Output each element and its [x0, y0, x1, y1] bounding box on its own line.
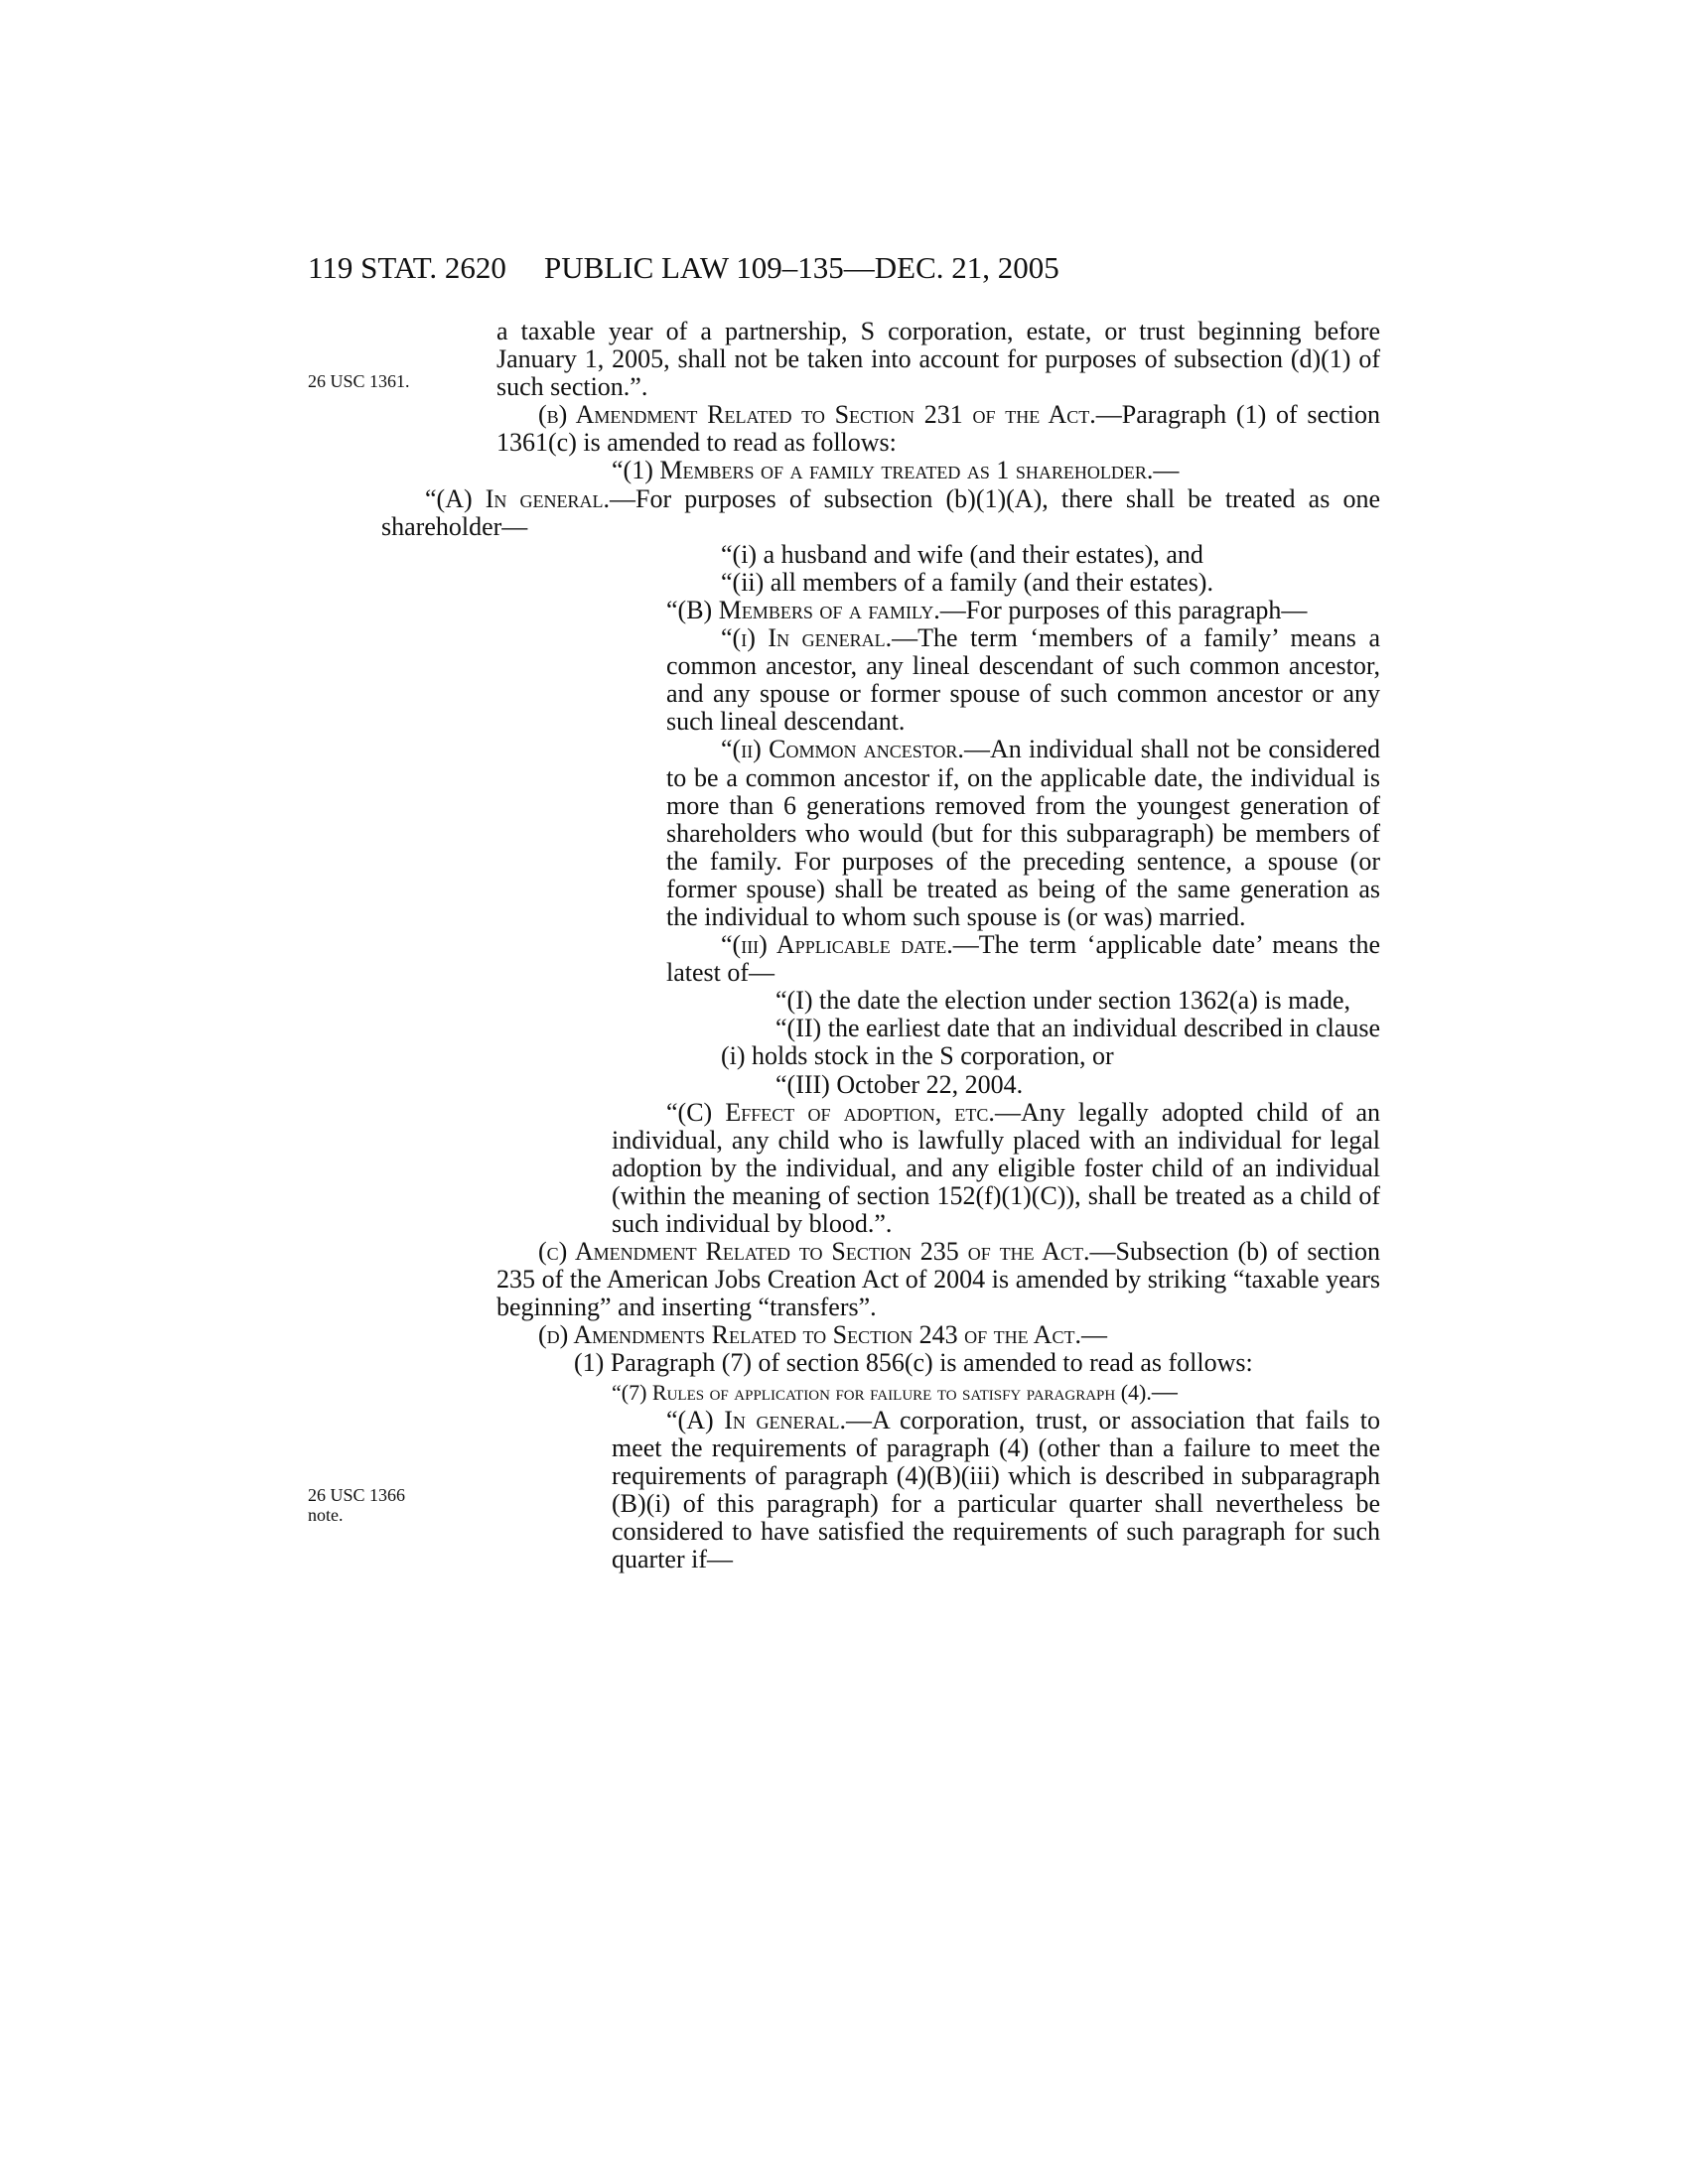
paragraph-d-1: (1) Paragraph (7) of section 856(c) is amended to read as follows: — [574, 1348, 1253, 1378]
subparagraph-A: “(A) In general.—For purposes of subsection (b)(1)(A), there shall be treated as one shareholder— — [381, 483, 1380, 541]
subparagraph-B: “(B) Members of a family.—For purposes of this paragraph— — [666, 595, 1308, 624]
subparagraph-C: “(C) Effect of adoption, etc.—Any legally adopted child of an individual, any child who is lawfully placed with an individual for legal adoption by the individual, and any eligible foster child of an individual (within the meaning of section 152(f)(1)(C)), shall be treated as a child of such individual by blood.”. — [612, 1097, 1380, 1238]
subsection-c: (c) Amendment Related to Section 235 of the Act.—Subsection (b) of section 235 of the American Jobs Creation Act of 2004 is amended by striking “taxable years beginning” and inserting “transfers”. — [496, 1237, 1380, 1322]
subsection-d: (d) Amendments Related to Section 243 of the Act.— — [538, 1320, 1107, 1350]
clause-B-i: “(i) In general.—The term ‘members of a family’ means a common ancestor, any lineal descendant of such common ancestor, and any spouse or former spouse of such common ancestor or any such lineal descendant. — [666, 623, 1380, 737]
paragraph-1-heading: “(1) Members of a family treated as 1 shareholder.— — [612, 456, 1180, 485]
paragraph-7-heading: “(7) Rules of application for failure to satisfy paragraph (4).— — [612, 1376, 1178, 1406]
margin-note-usc-1361: 26 USC 1361. — [308, 371, 410, 391]
margin-note-usc-1366 — [308, 1485, 405, 1525]
clause-A-i: “(i) a husband and wife (and their estates), and — [721, 539, 1203, 569]
clause-A-ii: “(ii) all members of a family (and their estates). — [721, 567, 1213, 597]
subsection-heading: (c) Amendment Related to Section 235 of the Act. — [538, 1237, 1090, 1267]
subclause-I: “(I) the date the election under section 1362(a) is made, — [775, 986, 1350, 1016]
subsection-b: (b) Amendment Related to Section 231 of the Act.—Paragraph (1) of section 1361(c) is amended to read as follows: — [496, 400, 1380, 458]
statute-body — [381, 317, 1381, 1574]
clause-B-ii: “(ii) Common ancestor.—An individual shall not be considered to be a common ancestor if, on the applicable date, the individual is more than 6 generations removed from the youngest generation of shareholders who would (but for this subparagraph) be members of the family. For purposes of the preceding sentence, a spouse (or former spouse) shall be treated as being of the same generation as the individual to whom such spouse is (or was) married. — [666, 735, 1380, 931]
clause-B-iii: “(iii) Applicable date.—The term ‘applicable date’ means the latest of— — [666, 930, 1380, 988]
intro-paragraph: a taxable year of a partnership, S corporation, estate, or trust beginning before January 1, 2005, shall not be taken into account for purposes of subsection (d)(1) of such section.”. — [496, 317, 1380, 402]
subparagraph-7-A: “(A) In general.—A corporation, trust, or association that fails to meet the requirements of paragraph (4) (other than a failure to meet the requirements of paragraph (4)(B)(iii) which is described in subparagraph (B)(i) of this paragraph) for a particular quarter shall nevertheless be considered to have satisfied the requirements of such paragraph for such quarter if— — [612, 1405, 1381, 1574]
subclause-III: “(III) October 22, 2004. — [775, 1069, 1024, 1099]
margin-note-line: note. — [308, 1505, 344, 1525]
subsection-heading: (b) Amendment Related to Section 231 of the Act. — [538, 400, 1096, 430]
running-header-title: PUBLIC LAW 109–135—DEC. 21, 2005 — [544, 250, 1059, 285]
margin-note-line: 26 USC 1366 — [308, 1485, 406, 1505]
subsection-heading: (d) Amendments Related to Section 243 of the Act. — [538, 1320, 1081, 1350]
statute-page-number: 119 STAT. 2620 — [308, 250, 506, 285]
subclause-II: “(II) the earliest date that an individual described in clause (i) holds stock in the S corporation, or — [721, 1014, 1380, 1071]
